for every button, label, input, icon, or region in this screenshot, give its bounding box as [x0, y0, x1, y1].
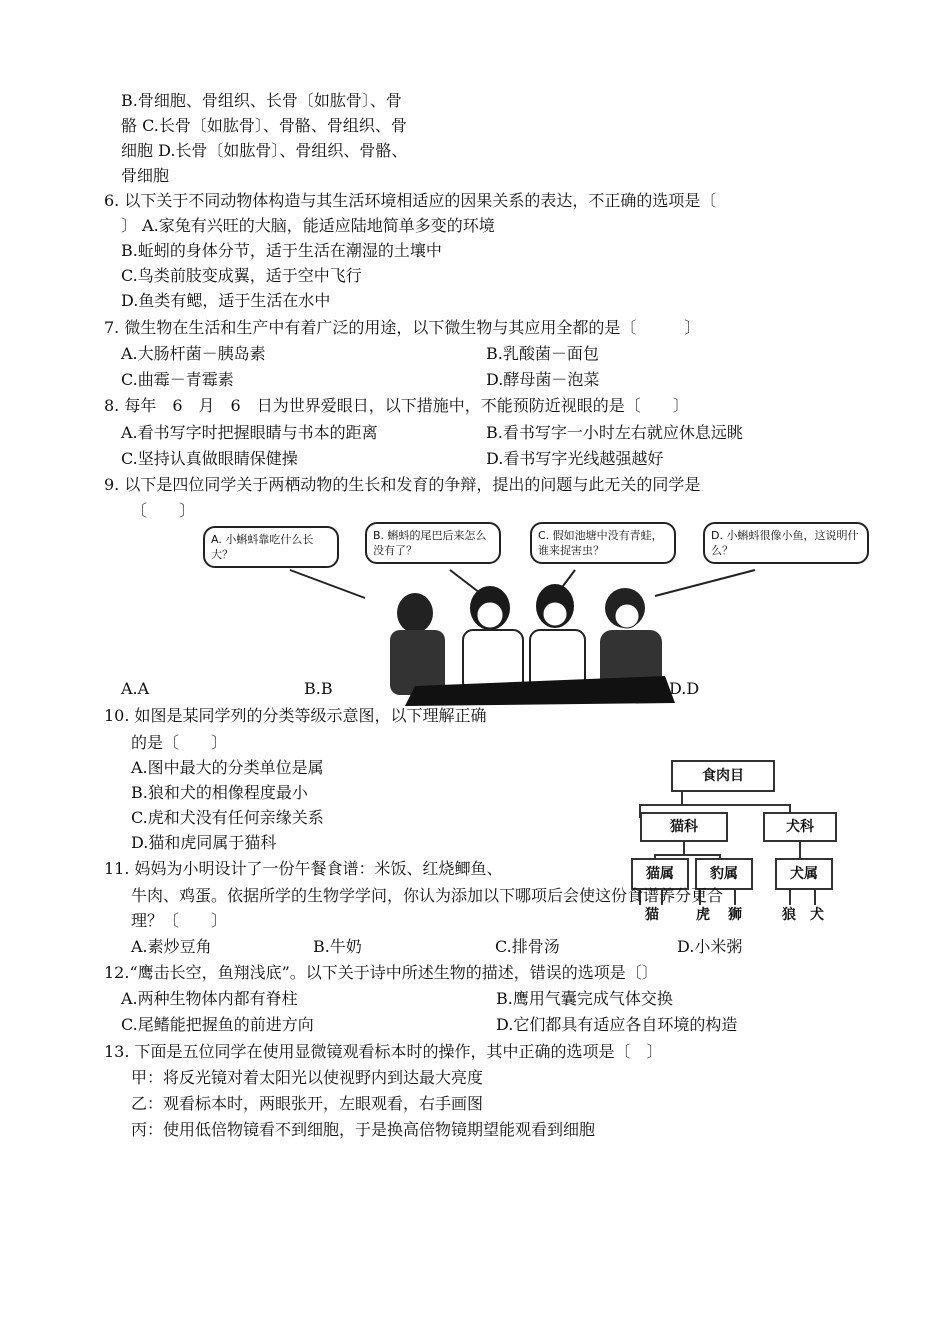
- option-7d: D.酵母菌－泡菜: [486, 370, 600, 389]
- student-b-figure: [463, 586, 523, 692]
- option-8b: B.看书写字一小时左右就应休息远眺: [486, 423, 743, 442]
- line-q5-b: B.骨细胞、骨组织、长骨〔如肱骨〕、骨: [121, 91, 402, 110]
- question-10: 10. 如图是某同学列的分类等级示意图，以下理解正确: [104, 706, 487, 725]
- option-6a: 〕 A.家兔有兴旺的大脑，能适应陆地简单多变的环境: [121, 216, 495, 235]
- speech-bubble-d: D. 小蝌蚪很像小鱼，这说明什么？: [703, 522, 869, 564]
- option-10b: B.狼和犬的相像程度最小: [131, 783, 308, 802]
- student-c-figure: [530, 584, 585, 694]
- option-11d: D.小米粥: [677, 937, 743, 956]
- tree-family-dog-box: 犬科: [763, 812, 837, 842]
- option-11b: B.牛奶: [313, 937, 362, 956]
- option-10d: D.猫和虎同属于猫科: [131, 833, 277, 852]
- question-8: 8. 每年 6 月 6 日为世界爱眼日，以下措施中，不能预防近视眼的是〔 〕: [104, 396, 689, 415]
- option-7a: A.大肠杆菌－胰岛素: [121, 344, 266, 363]
- question-11-stem: 牛肉、鸡蛋。依据所学的生物学学问，你认为添加以下哪项后会使这份食谱养分更合: [131, 886, 724, 905]
- option-9a: A.A: [121, 679, 150, 698]
- option-12d: D.它们都具有适应各自环境的构造: [496, 1015, 738, 1034]
- students-illustration: [195, 518, 875, 708]
- tree-genus-leopard-box: 豹属: [695, 858, 753, 890]
- speech-bubble-a: A. 小蝌蚪靠吃什么长大？: [203, 526, 339, 568]
- student-a-figure: [390, 593, 445, 695]
- bubble-tail-d: [655, 570, 755, 596]
- line-q5-d: 细胞 D.长骨〔如肱骨〕、骨组织、骨骼、: [121, 141, 408, 160]
- option-8c: C.坚持认真做眼睛保健操: [121, 449, 298, 468]
- tree-genus-dog-box: 犬属: [775, 858, 833, 890]
- option-6b: B.蚯蚓的身体分节，适于生活在潮湿的土壤中: [121, 241, 442, 260]
- speech-bubble-c: C. 假如池塘中没有青蛙，谁来捉害虫？: [530, 522, 676, 564]
- question-7: 7. 微生物在生活和生产中有着广泛的用途，以下微生物与其应用全都的是〔 〕: [104, 318, 701, 337]
- option-11a: A.素炒豆角: [131, 937, 212, 956]
- students-drawing: [195, 518, 875, 708]
- question-9: 9. 以下是四位同学关于两栖动物的生长和发育的争辩，提出的问题与此无关的同学是: [104, 475, 701, 494]
- question-11-end: 理？〔 〕: [131, 911, 228, 930]
- bubble-tail-b: [450, 570, 480, 593]
- option-10c: C.虎和犬没有任何亲缘关系: [131, 808, 324, 827]
- statement-13-jia: 甲：将反光镜对着太阳光以使视野内到达最大亮度: [131, 1068, 484, 1087]
- option-6c: C.鸟类前肢变成翼，适于空中飞行: [121, 266, 362, 285]
- tree-species-wolf: 狼: [782, 907, 796, 923]
- bubble-tail-a: [290, 570, 365, 598]
- question-10-stem: 的是〔 〕: [131, 733, 228, 752]
- option-11c: C.排骨汤: [495, 937, 560, 956]
- option-12c: C.尾鳍能把握鱼的前进方向: [121, 1015, 314, 1034]
- tree-species-tiger: 虎: [696, 907, 710, 923]
- tree-family-cat-box: 猫科: [640, 812, 728, 842]
- statement-13-yi: 乙：观看标本时，两眼张开，左眼观看，右手画图: [131, 1094, 484, 1113]
- question-11: 11. 妈妈为小明设计了一份午餐食谱：米饭、红烧鲫鱼、: [104, 859, 503, 878]
- line-q5-c: 骼 C.长骨〔如肱骨〕、骨骼、骨组织、骨: [121, 116, 407, 135]
- line-q5-d-end: 骨细胞: [121, 166, 170, 185]
- tree-genus-cat-box: 猫属: [631, 858, 689, 890]
- question-13: 13. 下面是五位同学在使用显微镜观看标本时的操作，其中正确的选项是〔 〕: [104, 1042, 663, 1061]
- option-10a: A.图中最大的分类单位是属: [131, 758, 324, 777]
- option-9d: D.D: [669, 679, 700, 698]
- tree-species-dog: 犬: [810, 907, 824, 923]
- option-7c: C.曲霉－青霉素: [121, 370, 234, 389]
- option-8d: D.看书写字光线越强越好: [486, 449, 664, 468]
- speech-bubble-b: B. 蝌蚪的尾巴后来怎么没有了？: [365, 522, 501, 564]
- question-12: 12.“鹰击长空，鱼翔浅底”。以下关于诗中所述生物的描述，错误的选项是〔〕: [104, 963, 658, 982]
- tree-order-box: 食肉目: [671, 760, 775, 792]
- tree-species-lion: 狮: [728, 907, 742, 923]
- option-7b: B.乳酸菌－面包: [486, 344, 599, 363]
- option-12b: B.鹰用气囊完成气体交换: [496, 989, 673, 1008]
- question-9-paren: 〔 〕: [131, 501, 196, 520]
- option-9b: B.B: [304, 679, 333, 698]
- option-12a: A.两种生物体内都有脊柱: [121, 989, 298, 1008]
- tree-species-cat: 猫: [645, 907, 659, 923]
- statement-13-bing: 丙：使用低倍物镜看不到细胞，于是换高倍物镜期望能观看到细胞: [131, 1120, 596, 1139]
- question-6: 6. 以下关于不同动物体构造与其生活环境相适应的因果关系的表达，不正确的选项是〔: [104, 191, 717, 210]
- option-8a: A.看书写字时把握眼睛与书本的距离: [121, 423, 378, 442]
- option-6d: D.鱼类有鳃，适于生活在水中: [121, 291, 331, 310]
